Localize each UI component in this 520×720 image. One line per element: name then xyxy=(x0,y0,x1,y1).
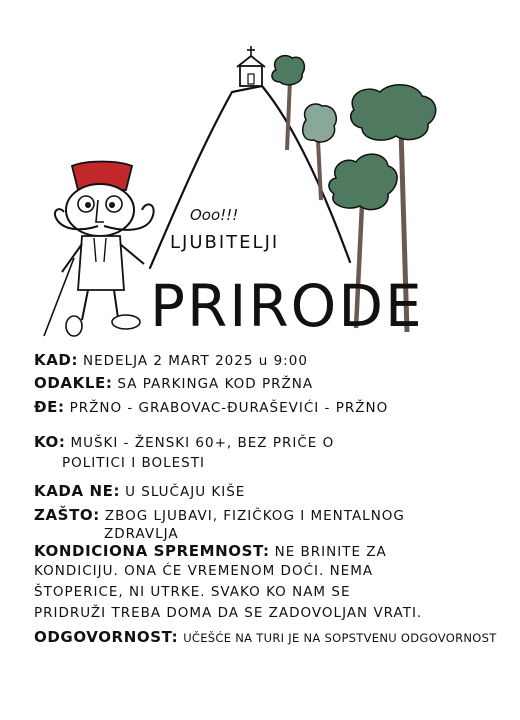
field-kad-value: NEDELJA 2 MART 2025 u 9:00 xyxy=(83,353,308,369)
field-kondicija-value-1: NE BRINITE ZA xyxy=(274,544,387,560)
field-kada-ne xyxy=(34,482,516,501)
field-kada-ne-value: U SLUČAJU KIŠE xyxy=(125,484,246,500)
field-kad xyxy=(34,351,516,370)
field-de-value: PRŽNO - GRABOVAC-ĐURAŠEVIĆI - PRŽNO xyxy=(69,400,389,416)
field-odgovornost-label: ODGOVORNOST: xyxy=(34,628,179,646)
field-odgovornost-value: UČEŠĆE NA TURI JE NA SOPSTVENU ODGOVORNOST xyxy=(183,631,497,645)
field-zasto xyxy=(34,506,516,525)
exclaim-text: Ooo!!! xyxy=(190,206,239,224)
field-odakle-value: SA PARKINGA KOD PRŽNA xyxy=(117,376,314,392)
field-kondicija-label: KONDICIONA SPREMNOST: xyxy=(34,542,270,560)
field-odakle-label: ODAKLE: xyxy=(34,374,113,392)
field-de-label: ĐE: xyxy=(34,398,65,416)
field-de xyxy=(34,398,516,417)
field-ko xyxy=(34,433,516,452)
field-kondicija-value-3: ŠTOPERICE, NI UTRKE. SVAKO KO NAM SE xyxy=(34,584,351,600)
field-kad-label: KAD: xyxy=(34,351,79,369)
field-ko-label: KO: xyxy=(34,433,66,451)
field-zasto-label: ZAŠTO: xyxy=(34,506,100,524)
field-ko-value-1: MUŠKI - ŽENSKI 60+, BEZ PRIČE O xyxy=(70,435,335,451)
field-kondicija xyxy=(34,542,516,561)
field-kondicija-value-4: PRIDRUŽI TREBA DOMA DA SE ZADOVOLJAN VRATI. xyxy=(34,605,423,621)
field-zasto-value-2: ZDRAVLJA xyxy=(104,526,179,542)
field-odgovornost xyxy=(34,628,516,647)
hiker-character xyxy=(44,162,154,337)
field-zasto-value-1: ZBOG LJUBAVI, FIZIČKOG I MENTALNOG xyxy=(104,508,405,524)
church-icon xyxy=(237,46,265,86)
field-kondicija-value-2: KONDICIJU. ONA ĆE VREMENOM DOĆI. NEMA xyxy=(34,563,374,579)
field-ko-value-2: POLITICI I BOLESTI xyxy=(62,455,205,471)
title-line-2: PRIRODE xyxy=(150,272,424,340)
illustration xyxy=(0,0,520,340)
tree-icon xyxy=(272,56,304,150)
field-kada-ne-label: KADA NE: xyxy=(34,482,121,500)
title-line-1: LJUBITELJI xyxy=(170,232,280,253)
field-odakle xyxy=(34,374,516,393)
